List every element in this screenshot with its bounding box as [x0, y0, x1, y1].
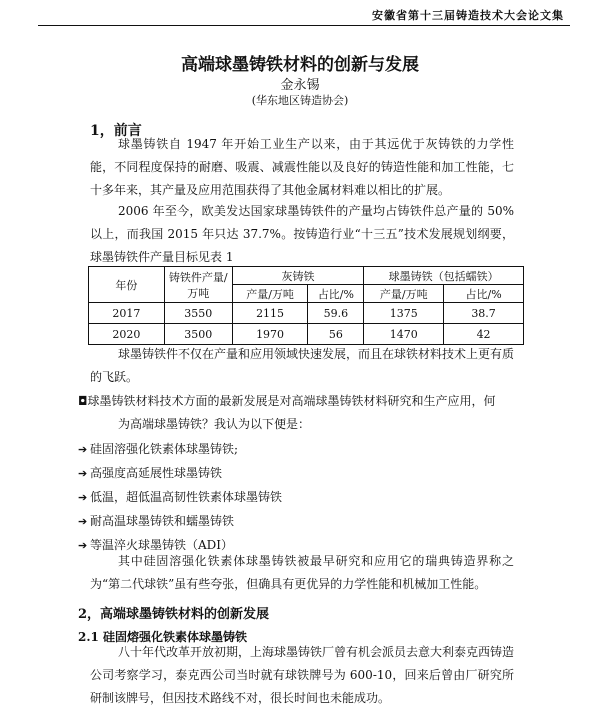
header-gray-output: 产量/万吨 [232, 285, 308, 303]
cell-gray-output: 1970 [232, 324, 308, 345]
header-ductile-output: 产量/万吨 [364, 285, 444, 303]
arrow-bullet-icon: ➔ [78, 515, 88, 528]
table-row [89, 303, 524, 324]
header-total-output: 铸铁件产量/万吨 [164, 267, 232, 303]
arrow-bullet-icon: ➔ [78, 467, 88, 480]
cell-ductile-output: 1470 [364, 324, 444, 345]
header-rule [38, 25, 570, 26]
author-name: 金永锡 [280, 78, 320, 93]
cell-gray-share: 59.6 [308, 303, 364, 324]
definition-text: 球墨铸铁材料技术方面的最新发展是对高端球墨铸铁材料研究和生产应用，何 [87, 394, 496, 408]
proceedings-header: 安徽省第十三届铸造技术大会论文集 [372, 9, 564, 22]
list-item [78, 464, 222, 481]
paragraph-intro-2: 2006 年至今，欧美发达国家球墨铸铁件的产量均占铸铁件总产量的 50%以上，而我国 2015 年只达 37.7%。按铸造行业“十三五”技术发展规划纲要，球墨铸铁件产量目标见表 1 [90, 204, 514, 264]
cell-ductile-output: 1375 [364, 303, 444, 324]
list-item-text: 耐高温球墨铸铁和蠕墨铸铁 [90, 514, 235, 528]
cell-ductile-share: 38.7 [444, 303, 524, 324]
header-gray-share: 占比/% [308, 285, 364, 303]
paragraph-history: 八十年代改革开放初期，上海球墨铸铁厂曾有机会派员去意大利泰克西铸造公司考察学习，泰克西公司当时就有球铁牌号为 600-10，回来后曾由厂研究所研制该牌号，但因技术路线不对，很长时间也未能成功。 [90, 645, 515, 705]
article-title: 高端球墨铸铁材料的创新与发展 [181, 55, 419, 75]
header-ductile-iron: 球墨铸铁（包括蠕铁） [364, 267, 524, 285]
production-table [88, 266, 524, 345]
list-item [78, 488, 282, 505]
list-item [78, 512, 234, 529]
cell-ductile-share: 42 [444, 324, 524, 345]
header-gray-iron: 灰铸铁 [232, 267, 364, 285]
list-item [78, 440, 238, 457]
table-row [89, 324, 524, 345]
paragraph-intro-1: 球墨铸铁自 1947 年开始工业生产以来，由于其远优于灰铸铁的力学性能，不同程度保持的耐磨、吸震、减震性能以及良好的铸造性能和加工性能，七十多年来，其产量及应用范围获得了其他金属材料难以相比的扩展。 [90, 137, 514, 197]
cell-gray-share: 56 [308, 324, 364, 345]
arrow-bullet-icon: ➔ [78, 539, 88, 552]
section-1-heading: 1，前言 [90, 123, 142, 139]
arrow-bullet-icon: ➔ [78, 443, 88, 456]
paragraph-definition-line2: 为高端球墨铸铁？我认为以下便是： [118, 417, 311, 431]
paragraph-progress: 球墨铸铁件不仅在产量和应用领域快速发展，而且在球铁材料技术上更有质的飞跃。 [90, 347, 515, 384]
subsection-2-1-heading: 2.1 硅固熔强化铁素体球墨铸铁 [78, 630, 248, 644]
cell-total: 3550 [164, 303, 232, 324]
cell-year: 2017 [89, 303, 165, 324]
list-item-text: 低温，超低温高韧性铁素体球墨铸铁 [90, 490, 283, 504]
arrow-bullet-icon: ➔ [78, 491, 88, 504]
section-2-heading: 2，高端球墨铸铁材料的创新发展 [78, 607, 270, 622]
cell-year: 2020 [89, 324, 165, 345]
square-bullet-icon: ◘ [78, 394, 88, 408]
list-item-text: 高强度高延展性球墨铸铁 [90, 466, 223, 480]
list-item-text: 等温淬火球墨铸铁（ADI） [90, 538, 234, 552]
author-affiliation: (华东地区铸造协会) [251, 94, 349, 107]
list-item-text: 硅固溶强化铁素体球墨铸铁; [90, 442, 239, 456]
cell-gray-output: 2115 [232, 303, 308, 324]
header-year: 年份 [89, 267, 165, 303]
paragraph-definition-line1 [78, 392, 496, 409]
cell-total: 3500 [164, 324, 232, 345]
paragraph-second-generation: 其中硅固溶强化铁素体球墨铸铁被最早研究和应用它的瑞典铸造界称之为“第二代球铁”虽有些夸张，但确具有更优异的力学性能和机械加工性能。 [90, 554, 514, 591]
header-ductile-share: 占比/% [444, 285, 524, 303]
